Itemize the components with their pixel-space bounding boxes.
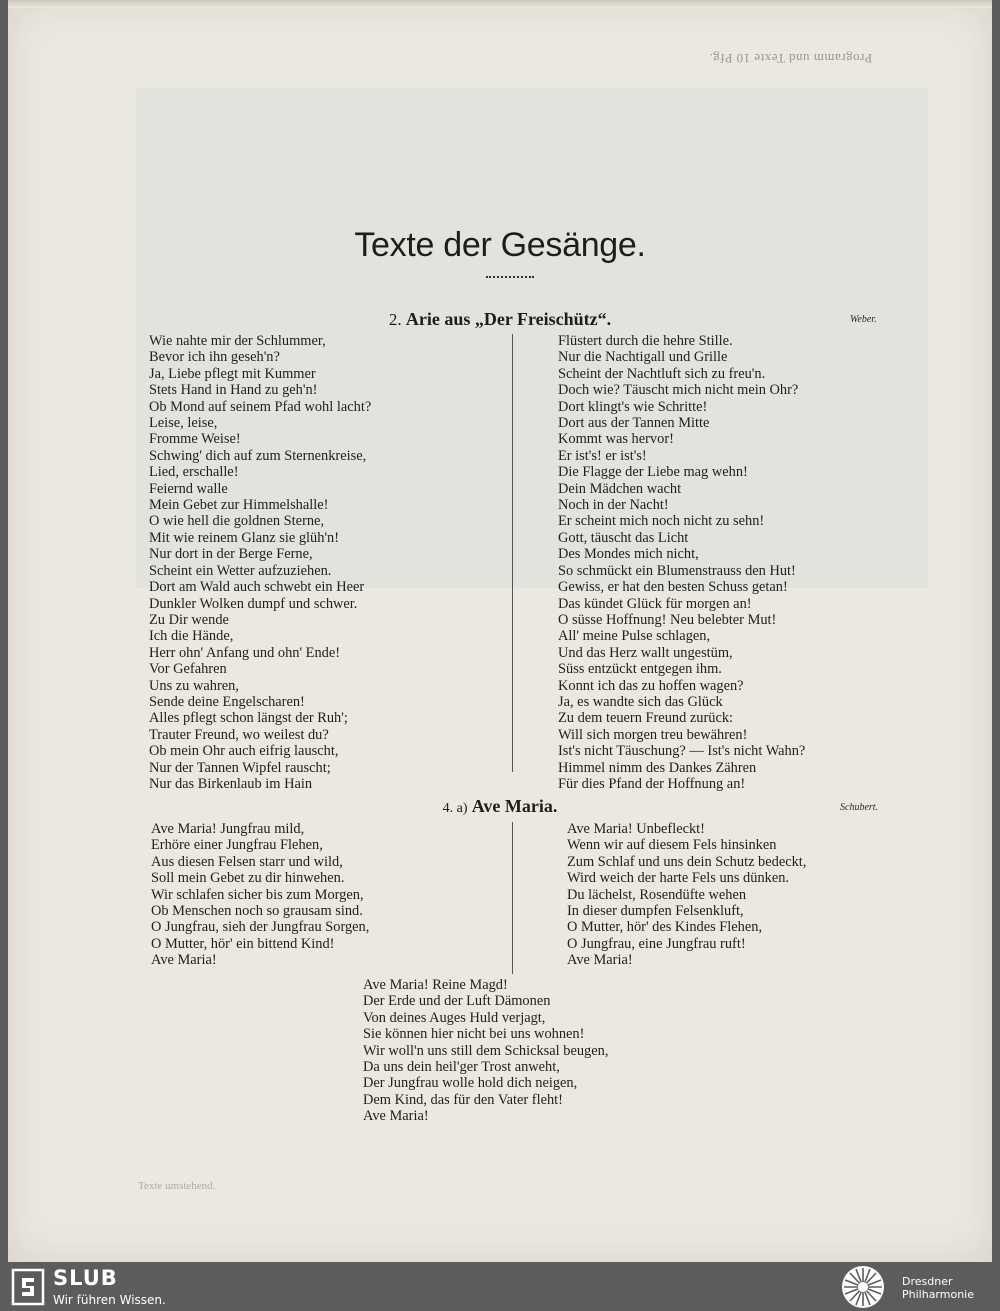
lyric-line: Er ist's! er ist's! <box>558 447 647 464</box>
lyrics-left-column <box>149 333 371 792</box>
lyric-line: Da uns dein heil'ger Trost anweht, <box>363 1059 560 1076</box>
lyric-line: Soll mein Gebet zu dir hinwehen. <box>151 870 345 887</box>
lyric-line: Ich die Hände, <box>149 628 234 645</box>
lyric-line: O wie hell die goldnen Sterne, <box>149 513 325 530</box>
lyric-line: Zum Schlaf und uns dein Schutz bedeckt, <box>567 853 807 870</box>
lyric-line: Schwing' dich auf zum Sternenkreise, <box>149 447 367 464</box>
lyric-line: Wir woll'n uns still dem Schicksal beugen, <box>363 1042 609 1059</box>
lyric-line: Dein Mädchen wacht <box>558 480 682 497</box>
lyric-line: Das kündet Glück für morgen an! <box>558 595 752 612</box>
lyric-line: Aus diesen Felsen starr und wild, <box>151 853 343 870</box>
lyric-line: Zu Dir wende <box>149 611 229 628</box>
lyric-line: In dieser dumpfen Felsenkluft, <box>567 903 744 920</box>
lyric-line: Kommt was hervor! <box>558 431 674 448</box>
lyric-line: Gewiss, er hat den besten Schuss getan! <box>558 579 788 596</box>
lyric-line: Nur das Birkenlaub im Hain <box>149 775 313 792</box>
lyric-line: So schmückt ein Blumenstrauss den Hut! <box>558 562 796 579</box>
lyric-line: Und das Herz wallt ungestüm, <box>558 644 733 661</box>
lyric-line: Uns zu wahren, <box>149 677 239 694</box>
lyric-line: Ob Menschen noch so grausam sind. <box>151 903 363 920</box>
lyric-line: O süsse Hoffnung! Neu belebter Mut! <box>558 611 777 628</box>
lyrics-right-column <box>567 821 806 969</box>
lyric-line: Ave Maria! Reine Magd! <box>363 977 508 993</box>
lyric-line: Wir schlafen sicher bis zum Morgen, <box>151 886 364 903</box>
lyric-line: Noch in der Nacht! <box>558 497 669 514</box>
lyric-line: Nur dort in der Berge Ferne, <box>149 546 313 563</box>
lyric-line: Feiernd walle <box>149 480 228 497</box>
section-title: Arie aus „Der Freischütz“. <box>405 309 612 329</box>
lyric-line: Himmel nimm des Dankes Zähren <box>558 759 757 776</box>
lyric-line: Vor Gefahren <box>149 661 227 678</box>
page-title: Texte der Gesänge. <box>354 226 646 264</box>
lyric-line: Wie nahte mir der Schlummer, <box>149 333 326 349</box>
lyric-line: Dort aus der Tannen Mitte <box>558 415 710 432</box>
column-divider <box>512 334 513 772</box>
lyrics-right-column <box>558 333 805 792</box>
lyric-line: Ave Maria! Jungfrau mild, <box>151 821 305 837</box>
lyric-line: O Jungfrau, eine Jungfrau ruft! <box>567 935 746 952</box>
lyric-line: Mein Gebet zur Himmelshalle! <box>149 497 329 514</box>
lyric-line: Ave Maria! Unbefleckt! <box>567 821 705 837</box>
section-title: Ave Maria. <box>471 796 558 816</box>
lyric-line: Leise, leise, <box>149 415 218 432</box>
lyric-line: Doch wie? Täuscht mich nicht mein Ohr? <box>558 382 799 399</box>
lyric-line: Ist's nicht Täuschung? — Ist's nicht Wahn? <box>558 743 806 760</box>
lyric-line: O Mutter, hör' ein bittend Kind! <box>151 935 335 952</box>
lyric-line: Die Flagge der Liebe mag wehn! <box>558 464 748 481</box>
lyric-line: Für dies Pfand der Hoffnung an! <box>558 775 746 792</box>
lyric-line: Ave Maria! <box>151 952 217 969</box>
slub-tagline: Wir führen Wissen. <box>53 1293 166 1307</box>
lyric-line: Er scheint mich noch nicht zu sehn! <box>558 513 765 530</box>
lyric-line: Gott, täuscht das Licht <box>558 529 689 546</box>
lyric-line: Der Erde und der Luft Dämonen <box>363 993 551 1010</box>
composer-credit: Schubert. <box>840 802 879 813</box>
lyric-line: Ja, es wandte sich das Glück <box>558 693 723 710</box>
slub-wordmark: SLUB <box>53 1266 118 1290</box>
lyric-line: Konnt ich das zu hoffen wagen? <box>558 677 744 694</box>
lyric-line: Des Mondes mich nicht, <box>558 546 699 563</box>
lyric-line: Alles pflegt schon längst der Ruh'; <box>149 710 348 727</box>
slub-logo-icon <box>11 1268 45 1306</box>
lyric-line: Scheint ein Wetter aufzuziehen. <box>149 562 332 579</box>
section-number: 4. a) <box>442 801 468 816</box>
lyric-line: Sende deine Engelscharen! <box>149 693 305 710</box>
lyric-line: Lied, erschalle! <box>149 464 239 481</box>
title-ornament <box>486 276 534 278</box>
lyric-line: Nur der Tannen Wipfel rauscht; <box>149 759 331 776</box>
lyric-line: Erhöre einer Jungfrau Flehen, <box>151 837 323 854</box>
lyric-line: All' meine Pulse schlagen, <box>558 628 711 645</box>
lyric-line: Süss entzückt entgegen ihm. <box>558 661 722 678</box>
lyric-line: Wird weich der harte Fels uns dünken. <box>567 870 790 887</box>
lyric-line: Zu dem teuern Freund zurück: <box>558 710 734 727</box>
lyric-line: Du lächelst, Rosendüfte wehen <box>567 886 747 903</box>
composer-credit: Weber. <box>850 314 877 325</box>
lyric-line: Bevor ich ihn geseh'n? <box>149 349 280 366</box>
page-fold <box>8 0 992 8</box>
lyric-line: Von deines Auges Huld verjagt, <box>363 1009 546 1026</box>
philharmonie-line1: Dresdner <box>902 1275 953 1288</box>
section-number: 2. <box>388 310 402 329</box>
lyric-line: Dem Kind, das für den Vater fleht! <box>363 1091 563 1108</box>
lyric-line: Dunkler Wolken dumpf und schwer. <box>149 595 358 612</box>
lyric-line: O Mutter, hör' des Kindes Flehen, <box>567 919 763 936</box>
lyric-line: Der Jungfrau wolle hold dich neigen, <box>363 1075 578 1092</box>
lyric-line: Stets Hand in Hand zu geh'n! <box>149 382 318 399</box>
philharmonie-line2: Philharmonie <box>902 1288 974 1301</box>
lyrics-left-column <box>151 821 369 969</box>
lyric-line: O Jungfrau, sieh der Jungfrau Sorgen, <box>151 919 370 936</box>
lyrics-center-stanza <box>363 977 608 1125</box>
lyric-line: Flüstert durch die hehre Stille. <box>558 333 733 349</box>
lyric-line: Ob mein Ohr auch eifrig lauscht, <box>149 743 339 760</box>
mirrored-header-note: Programm und Texte 10 Pfg. <box>708 51 872 66</box>
column-divider <box>512 822 513 974</box>
philharmonie-wordmark <box>902 1275 974 1301</box>
lyric-line: Nur die Nachtigall und Grille <box>558 349 728 366</box>
lyric-line: Dort am Wald auch schwebt ein Heer <box>149 579 365 596</box>
lyric-line: Dort klingt's wie Schritte! <box>558 398 708 415</box>
lyric-line: Wenn wir auf diesem Fels hinsinken <box>567 837 777 854</box>
philharmonie-logo-icon <box>840 1264 886 1310</box>
lyric-line: Will sich morgen treu bewähren! <box>558 726 748 743</box>
lyric-line: Ave Maria! <box>363 1108 429 1125</box>
lyric-line: Scheint der Nachtluft sich zu freu'n. <box>558 365 766 382</box>
lyric-line: Ja, Liebe pflegt mit Kummer <box>149 365 316 382</box>
lyric-line: Mit wie reinem Glanz sie glüh'n! <box>149 529 340 546</box>
document-page <box>8 0 992 1262</box>
lyric-line: Trauter Freund, wo weilest du? <box>149 726 329 743</box>
faint-footer-note: Texte umstehend. <box>138 1180 216 1192</box>
lyric-line: Fromme Weise! <box>149 431 241 448</box>
lyric-line: Ob Mond auf seinem Pfad wohl lacht? <box>149 398 372 415</box>
lyric-line: Sie können hier nicht bei uns wohnen! <box>363 1026 585 1043</box>
section-heading-freischuetz <box>8 309 992 330</box>
lyric-line: Ave Maria! <box>567 952 633 969</box>
lyric-line: Herr ohn' Anfang und ohn' Ende! <box>149 644 341 661</box>
